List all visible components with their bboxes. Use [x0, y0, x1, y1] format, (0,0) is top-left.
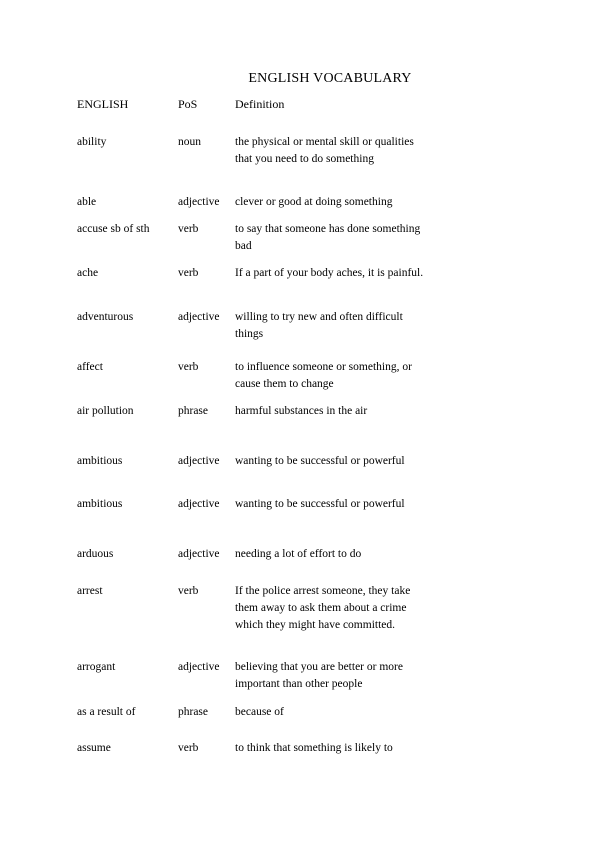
- vocab-definition: If the police arrest someone, they take them away to ask them about a crime which they might have committed.: [235, 585, 411, 631]
- vocab-definition: If a part of your body aches, it is painful.: [235, 267, 424, 279]
- vocab-word: able: [77, 196, 97, 208]
- vocab-pos: verb: [178, 361, 199, 373]
- vocab-definition: believing that you are better or more important than other people: [235, 661, 403, 690]
- vocab-word: affect: [77, 361, 103, 373]
- vocab-word: air pollution: [77, 405, 134, 417]
- vocab-pos: adjective: [178, 311, 220, 323]
- vocab-definition: wanting to be successful or powerful: [235, 455, 405, 467]
- vocab-word: arrogant: [77, 661, 116, 673]
- vocab-word: assume: [77, 742, 111, 754]
- vocab-pos: adjective: [178, 661, 220, 673]
- vocab-pos: adjective: [178, 498, 220, 510]
- vocab-word: ability: [77, 136, 107, 148]
- vocab-word: ambitious: [77, 498, 123, 510]
- vocab-pos: verb: [178, 223, 199, 235]
- vocab-definition: clever or good at doing something: [235, 196, 393, 208]
- vocab-definition: to influence someone or something, or cause them to change: [235, 361, 412, 390]
- vocab-word: adventurous: [77, 311, 134, 323]
- vocab-definition: because of: [235, 706, 284, 718]
- vocab-pos: adjective: [178, 455, 220, 467]
- vocab-pos: verb: [178, 742, 199, 754]
- vocab-definition: needing a lot of effort to do: [235, 548, 362, 560]
- vocab-definition: to think that something is likely to: [235, 742, 393, 754]
- header-definition: Definition: [235, 97, 285, 111]
- vocab-definition: harmful substances in the air: [235, 405, 368, 417]
- vocab-definition: wanting to be successful or powerful: [235, 498, 405, 510]
- vocab-pos: verb: [178, 267, 199, 279]
- vocab-definition: to say that someone has done something bad: [235, 223, 421, 252]
- vocab-word: ambitious: [77, 455, 123, 467]
- vocab-pos: phrase: [178, 405, 209, 417]
- vocab-pos: verb: [178, 585, 199, 597]
- vocab-pos: noun: [178, 136, 201, 148]
- vocab-pos: adjective: [178, 548, 220, 560]
- vocab-word: as a result of: [77, 706, 136, 718]
- vocab-word: accuse sb of sth: [77, 223, 150, 235]
- header-english: ENGLISH: [77, 97, 129, 111]
- vocab-word: arduous: [77, 548, 114, 560]
- vocab-word: ache: [77, 267, 99, 279]
- vocab-definition: the physical or mental skill or qualities that you need to do something: [235, 136, 414, 165]
- vocab-word: arrest: [77, 585, 103, 597]
- vocab-definition: willing to try new and often difficult things: [235, 311, 403, 340]
- vocab-pos: phrase: [178, 706, 209, 718]
- header-pos: PoS: [178, 97, 198, 111]
- vocab-pos: adjective: [178, 196, 220, 208]
- document-title: ENGLISH VOCABULARY: [248, 71, 412, 86]
